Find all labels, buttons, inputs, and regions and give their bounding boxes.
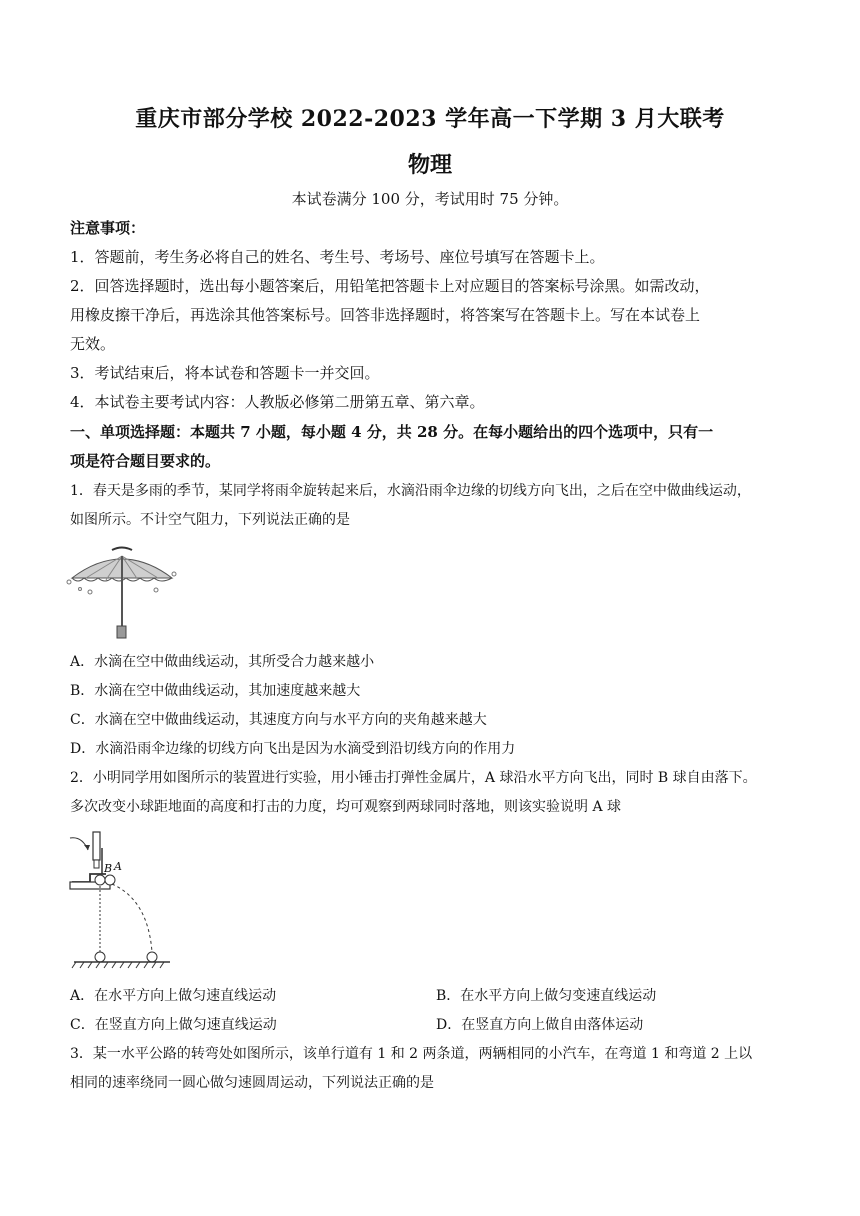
ball-a-label: A <box>114 860 122 873</box>
notice-heading: 注意事项： <box>70 219 146 237</box>
question-2-stem-cont: 多次改变小球距地面的高度和打击的力度，均可观察到两球同时落地，则该实验说明 A 球 <box>70 799 622 815</box>
notice-item: 4．本试卷主要考试内容：人教版必修第二册第五章、第六章。 <box>70 393 485 411</box>
question-2-option-d: D．在竖直方向上做自由落体运动 <box>436 1017 644 1033</box>
question-1-option-c: C．水滴在空中做曲线运动，其速度方向与水平方向的夹角越来越大 <box>70 712 487 728</box>
umbrella-figure <box>66 542 182 642</box>
notice-item: 1．答题前，考生务必将自己的姓名、考生号、考场号、座位号填写在答题卡上。 <box>70 248 605 266</box>
question-1-option-a: A．水滴在空中做曲线运动，其所受合力越来越小 <box>70 654 375 670</box>
question-2-option-a: A．在水平方向上做匀速直线运动 <box>70 988 277 1004</box>
section-heading-cont: 项是符合题目要求的。 <box>70 452 221 470</box>
question-1-stem-cont: 如图所示。不计空气阻力，下列说法正确的是 <box>70 512 350 528</box>
notice-item: 3．考试结束后，将本试卷和答题卡一并交回。 <box>70 364 380 382</box>
question-3-stem: 3．某一水平公路的转弯处如图所示，该单行道有 1 和 2 两条道，两辆相同的小汽车，在弯道 1 和弯道 2 上以 <box>70 1046 753 1062</box>
ball-b-label: B <box>104 862 113 875</box>
subject-title: 物理 <box>407 152 452 178</box>
section-heading: 一、单项选择题：本题共 7 小题，每小题 4 分，共 28 分。在每小题给出的四个选项中，只有一 <box>70 423 714 441</box>
notice-item: 用橡皮擦干净后，再选涂其他答案标号。回答非选择题时，将答案写在答题卡上。写在本试卷上 <box>70 306 701 324</box>
question-2-option-b: B．在水平方向上做匀变速直线运动 <box>436 988 657 1004</box>
notice-item: 2．回答选择题时，选出每小题答案后，用铅笔把答题卡上对应题目的答案标号涂黑。如需改动， <box>70 277 710 295</box>
question-1-option-b: B．水滴在空中做曲线运动，其加速度越来越大 <box>70 683 361 699</box>
exam-meta: 本试卷满分 100 分，考试用时 75 分钟。 <box>291 190 569 208</box>
question-1-stem: 1．春天是多雨的季节，某同学将雨伞旋转起来后，水滴沿雨伞边缘的切线方向飞出，之后在空中做曲线运动， <box>70 483 751 499</box>
page-title: 重庆市部分学校 2022-2023 学年高一下学期 3 月大联考 <box>135 106 725 132</box>
question-2-option-c: C．在竖直方向上做匀速直线运动 <box>70 1017 277 1033</box>
question-2-stem: 2．小明同学用如图所示的装置进行实验，用小锤击打弹性金属片，A 球沿水平方向飞出，同时 B 球自由落下。 <box>70 770 757 786</box>
question-1-option-d: D．水滴沿雨伞边缘的切线方向飞出是因为水滴受到沿切线方向的作用力 <box>70 741 516 757</box>
notice-item: 无效。 <box>70 335 116 353</box>
projectile-apparatus-figure <box>66 828 176 970</box>
question-3-stem-cont: 相同的速率绕同一圆心做匀速圆周运动，下列说法正确的是 <box>70 1075 434 1091</box>
